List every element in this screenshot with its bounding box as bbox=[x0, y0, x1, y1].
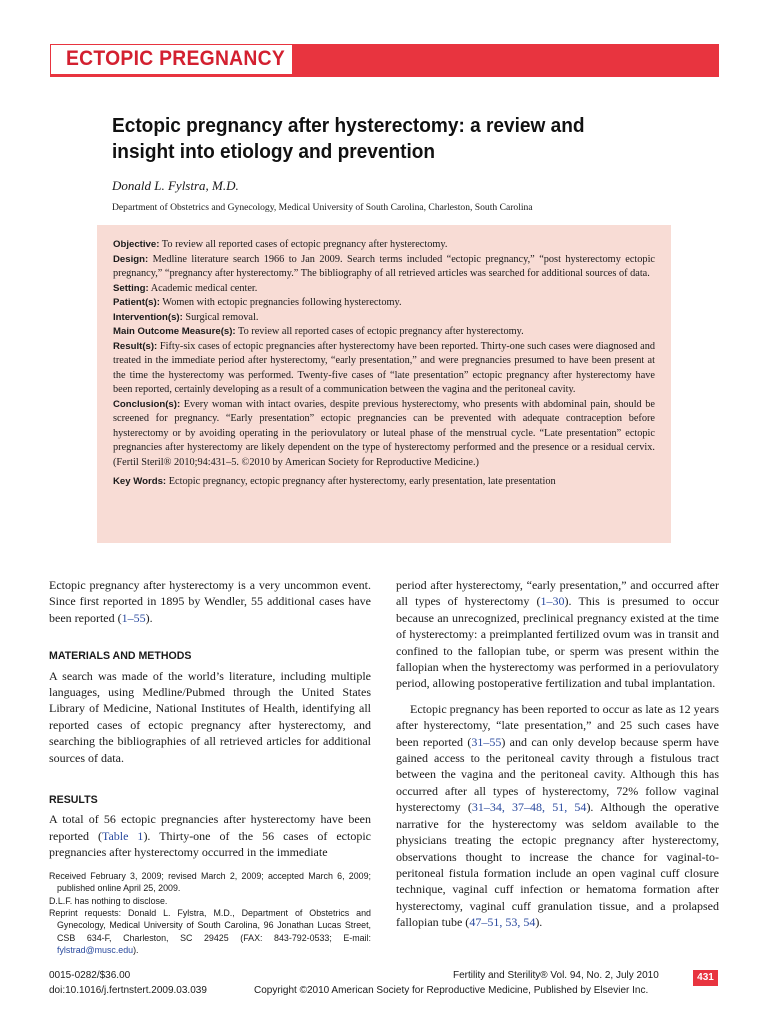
methods-paragraph: A search was made of the world’s literature, including multiple languages, using Medline/Pubmed through the United States Library of Medicine, National Institutes of Health, identifying all reported cases of ectopic pregnancy after hysterectomy, and searching the bibliographies of all retrieved articles for additional sources of data. bbox=[49, 668, 371, 765]
disclosure-note: D.L.F. has nothing to disclose. bbox=[49, 895, 168, 906]
abstract-results: Result(s): Fifty-six cases of ectopic pregnancies after hysterectomy have been reported. Thirty-one such cases were diagnosed and treated in the immediate period after hysterectomy, “early presentation,” and were pregnancies presumed to have been present at the time the hysterectomy was performed. Twenty-five cases of “late presentation” ectopic pregnancy after hysterectomy have been reported, certainly developing as a result of a communication between the vagina and the peritoneal cavity. bbox=[113, 340, 655, 395]
abstract-design: Design: Medline literature search 1966 to Jan 2009. Search terms included “ectopic pregnancy,” “post hysterectomy ectopic pregnancy,” “pregnancy after hysterectomy.” The bibliography of all retrieved articles was searched for additional sources of data. bbox=[113, 253, 656, 279]
left-column bbox=[49, 577, 371, 957]
received-note: Received February 3, 2009; revised March 2, 2009; accepted March 6, 2009; published online April 25, 2009. bbox=[49, 870, 371, 894]
email-link[interactable]: fylstrad@musc.edu bbox=[57, 945, 134, 956]
abstract-setting: Setting: Academic medical center. bbox=[113, 282, 258, 294]
footer-copyright: Copyright ©2010 American Society for Reproductive Medicine, Published by Elsevier Inc. bbox=[254, 985, 649, 996]
right-paragraph-2: Ectopic pregnancy has been reported to occur as late as 12 years after hysterectomy, “late presentation,” and 25 such cases have been reported (31–55) and can only develop because sperm have gained access to the peritoneal cavity through a fistulous tract between the vagina and the peritoneal cavity. Although this has occurred after all types of hysterectomy, 72% follow vaginal hysterectomy (31–34, 37–48, 51, 54). Although the operative narrative for the hysterectomy was seldom available to the physicians treating the ectopic pregnancy after hysterectomy, observations thought to increase the chance for vaginal-to-peritoneal fistula formation include an open vaginal cuff closure technique, vaginal cuff infection or hematoma formation after hysterectomy, vaginal cuff granulation tissue, and a prolapsed fallopian tube (47–51, 53, 54). bbox=[396, 701, 719, 930]
author-affiliation: Department of Obstetrics and Gynecology, Medical University of South Carolina, Charleston, South Carolina bbox=[112, 202, 533, 213]
reference-link[interactable]: 31–34, 37–48, 51, 54 bbox=[471, 800, 587, 815]
results-heading: RESULTS bbox=[49, 794, 98, 807]
right-paragraph-1: period after hysterectomy, “early presentation,” and occurred after all types of hysterectomy (1–30). This is presumed to occur because an unrecognized, preclinical pregnancy existed at the time of hysterectomy: a preimplanted fertilized ovum was in transit and confined to the fallopian tube, or sperm was present within the fallopian when the hysterectomy was performed in a periovulatory period, allowing postoperative fertilization and tubal implantation. bbox=[396, 578, 719, 691]
abstract-objective: Objective: To review all reported cases of ectopic pregnancy after hysterectomy. bbox=[113, 239, 448, 250]
article-notes bbox=[49, 870, 371, 957]
footer-journal: Fertility and Sterility® Vol. 94, No. 2, July 2010 bbox=[453, 970, 659, 981]
intro-paragraph: Ectopic pregnancy after hysterectomy is a very uncommon event. Since first reported in 1895 by Wendler, 55 additional cases have been reported (1–55). bbox=[49, 578, 371, 625]
right-column bbox=[396, 577, 719, 931]
abstract-interventions: Intervention(s): Surgical removal. bbox=[113, 311, 259, 323]
page-number: 431 bbox=[693, 970, 718, 986]
abstract-keywords: Key Words: Ectopic pregnancy, ectopic pregnancy after hysterectomy, early presentation, late presentation bbox=[113, 476, 556, 487]
article-title: Ectopic pregnancy after hysterectomy: a review and insight into etiology and prevention bbox=[112, 114, 585, 163]
article-author: Donald L. Fylstra, M.D. bbox=[112, 178, 239, 193]
methods-heading: MATERIALS AND METHODS bbox=[49, 650, 192, 663]
section-label: ECTOPIC PREGNANCY bbox=[66, 47, 286, 70]
abstract-patients: Patient(s): Women with ectopic pregnancies following hysterectomy. bbox=[113, 297, 402, 308]
reference-link[interactable]: 47–51, 53, 54 bbox=[469, 915, 536, 930]
reprint-note: Reprint requests: Donald L. Fylstra, M.D., Department of Obstetrics and Gynecology, Medical University of South Carolina, 96 Jonathan Lucas Street, CSB 634-F, Charleston, SC 29425 (FAX: 843-792-0533; E-mail: fylstrad@musc.edu). bbox=[49, 907, 371, 956]
abstract-conclusions: Conclusion(s): Every woman with intact ovaries, despite previous hysterectomy, who presents with abdominal pain, should be screened for pregnancy. “Early presentation” ectopic pregnancies can be prevented with adequate contraception before hysterectomy or by avoiding operating in the periovulatory or luteal phase of the menstrual cycle. “Late presentation” ectopic pregnancies after hysterectomy are likely dependent on the type of hysterectomy performed and the presence or a residual cervix. (Fertil Steril® 2010;94:431–5. ©2010 by American Society for Reproductive Medicine.) bbox=[113, 398, 656, 468]
footer-doi: doi:10.1016/j.fertnstert.2009.03.039 bbox=[49, 985, 207, 996]
abstract-box bbox=[97, 225, 671, 543]
footer-left bbox=[49, 968, 207, 998]
results-paragraph: A total of 56 ectopic pregnancies after hysterectomy have been reported (Table 1). Thirty-one of the 56 cases of ectopic pregnancies after hysterectomy occurred in the immediate bbox=[49, 812, 372, 860]
footer-price: 0015-0282/$36.00 bbox=[49, 970, 131, 981]
reference-link[interactable]: 31–55 bbox=[471, 734, 502, 749]
abstract-outcome: Main Outcome Measure(s): To review all reported cases of ectopic pregnancy after hysterectomy. bbox=[113, 326, 524, 337]
table-link[interactable]: Table 1 bbox=[101, 828, 144, 843]
reference-link[interactable]: 1–30 bbox=[540, 594, 565, 609]
reference-link[interactable]: 1–55 bbox=[121, 610, 146, 625]
